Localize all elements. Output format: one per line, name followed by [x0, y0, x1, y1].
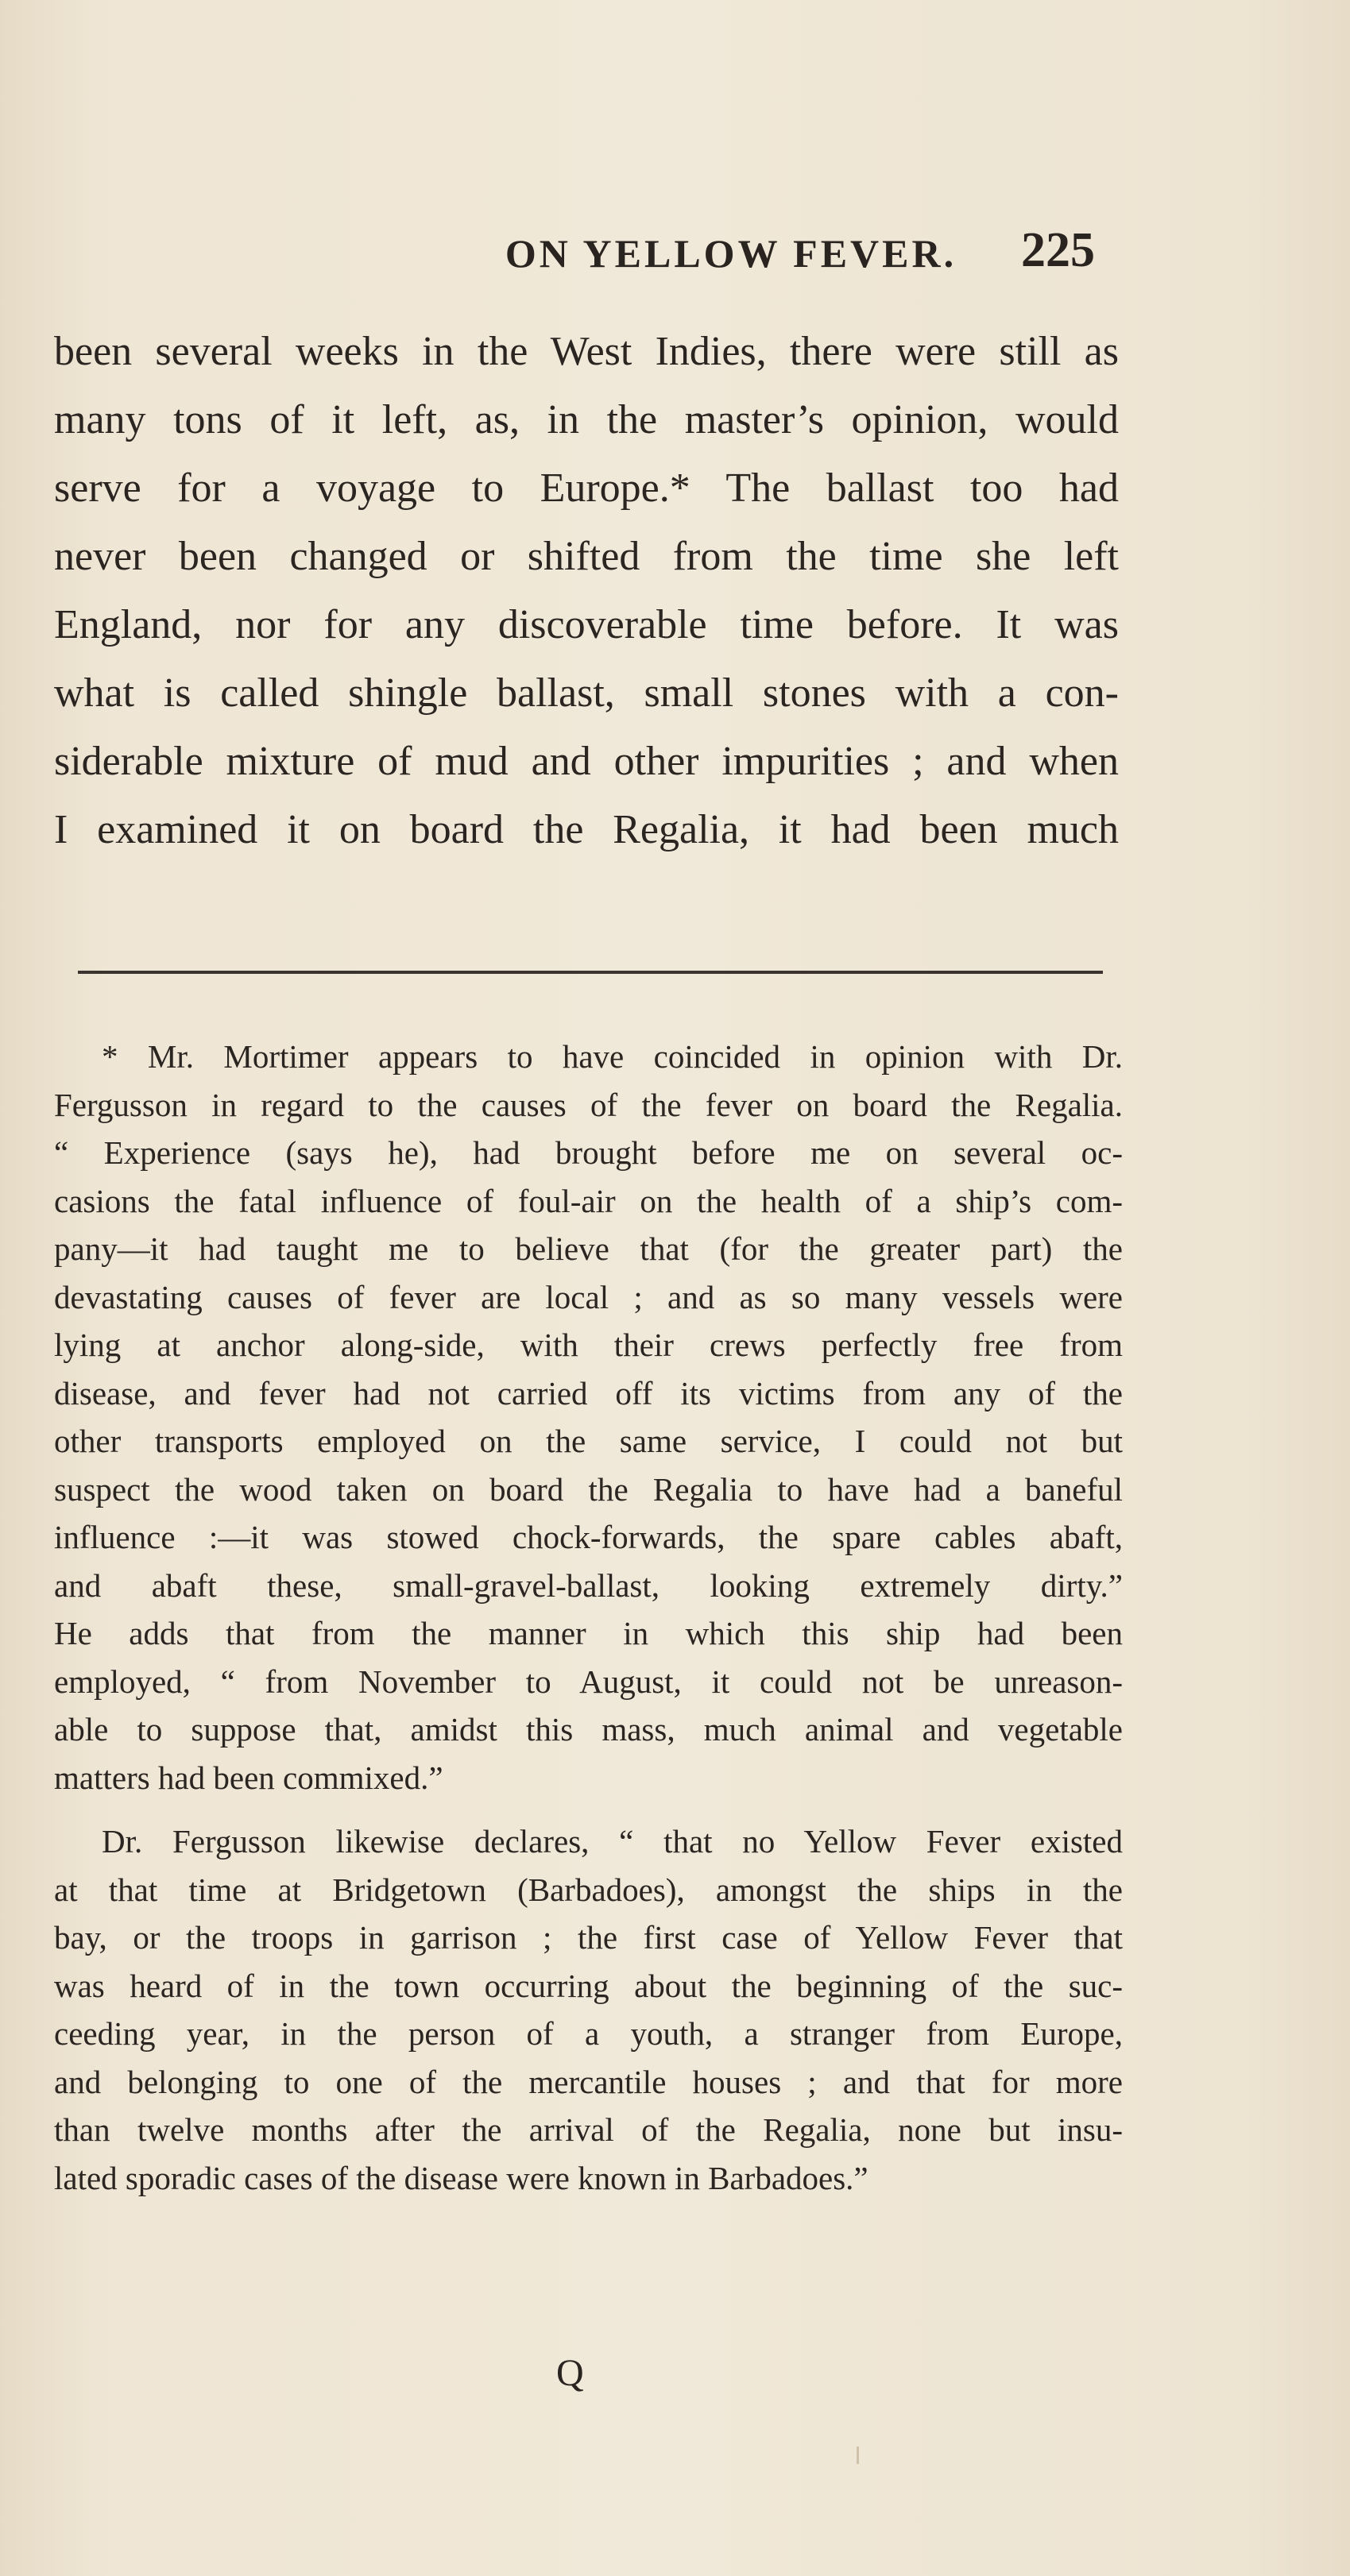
footnote-line: Fergusson in regard to the causes of the fever on board the Regalia. [54, 1086, 1123, 1123]
footnote-line: matters had been commixed.” [54, 1759, 443, 1796]
footnote-line: and belonging to one of the mercantile houses ; and that for more [54, 2063, 1123, 2100]
paper-blemish [857, 2447, 859, 2464]
footnote-line: lated sporadic cases of the disease were known in Barbadoes.” [54, 2159, 868, 2196]
main-text-line: what is called shingle ballast, small stones with a con- [54, 670, 1119, 716]
main-text-line: serve for a voyage to Europe.* The ballast too had [54, 465, 1119, 511]
footnote-line: than twelve months after the arrival of the Regalia, none but insu- [54, 2111, 1123, 2148]
main-text-line: been several weeks in the West Indies, there were still as [54, 329, 1119, 374]
footnote-line: at that time at Bridgetown (Barbadoes), amongst the ships in the [54, 1871, 1123, 1908]
main-text-block [54, 318, 1119, 864]
footnote-line: able to suppose that, amidst this mass, much animal and vegetable [54, 1711, 1123, 1748]
footnote-paragraph-1 [54, 1033, 1123, 1802]
footnote-block [54, 1033, 1123, 2202]
main-text-line: I examined it on board the Regalia, it had been much [54, 807, 1119, 852]
page-number: 225 [1021, 223, 1095, 277]
signature-mark: Q [556, 2352, 584, 2394]
footnote-line: bay, or the troops in garrison ; the first case of Yellow Fever that [54, 1919, 1123, 1956]
footnote-line: other transports employed on the same service, I could not but [54, 1423, 1123, 1459]
main-text-line: never been changed or shifted from the time she left [54, 534, 1119, 579]
footnote-line: casions the fatal influence of foul-air on the health of a ship’s com- [54, 1182, 1123, 1219]
footnote-line: employed, “ from November to August, it could not be unreason- [54, 1663, 1123, 1700]
footnote-line: suspect the wood taken on board the Regalia to have had a baneful [54, 1470, 1123, 1508]
footnote-paragraph-2 [54, 1817, 1123, 2202]
footnote-line: lying at anchor along-side, with their crews perfectly free from [54, 1327, 1123, 1363]
main-text-line: many tons of it left, as, in the master’s opinion, would [54, 397, 1119, 442]
footnote-line: * Mr. Mortimer appears to have coincided in opinion with Dr. [102, 1038, 1123, 1075]
running-title: ON YELLOW FEVER. [505, 231, 957, 276]
footnote-line: pany—it had taught me to believe that (for the greater part) the [54, 1230, 1123, 1267]
footnote-line: devastating causes of fever are local ; and as so many vessels were [54, 1278, 1123, 1315]
footnote-line: ceeding year, in the person of a youth, a stranger from Europe, [54, 2015, 1123, 2052]
main-text-line: England, nor for any discoverable time before. It was [54, 602, 1119, 647]
footnote-line: influence :—it was stowed chock-forwards, the spare cables abaft, [54, 1519, 1123, 1555]
footnote-rule [78, 971, 1103, 974]
footnote-line: and abaft these, small-gravel-ballast, looking extremely dirty.” [54, 1566, 1123, 1604]
main-text-line: siderable mixture of mud and other impurities ; and when [54, 739, 1119, 784]
footnote-line: He adds that from the manner in which this ship had been [54, 1615, 1123, 1651]
footnote-line: Dr. Fergusson likewise declares, “ that no Yellow Fever existed [102, 1823, 1123, 1860]
footnote-line: disease, and fever had not carried off its victims from any of the [54, 1374, 1123, 1412]
footnote-line: “ Experience (says he), had brought before me on several oc- [54, 1134, 1123, 1171]
footnote-line: was heard of in the town occurring about the beginning of the suc- [54, 1967, 1123, 2004]
